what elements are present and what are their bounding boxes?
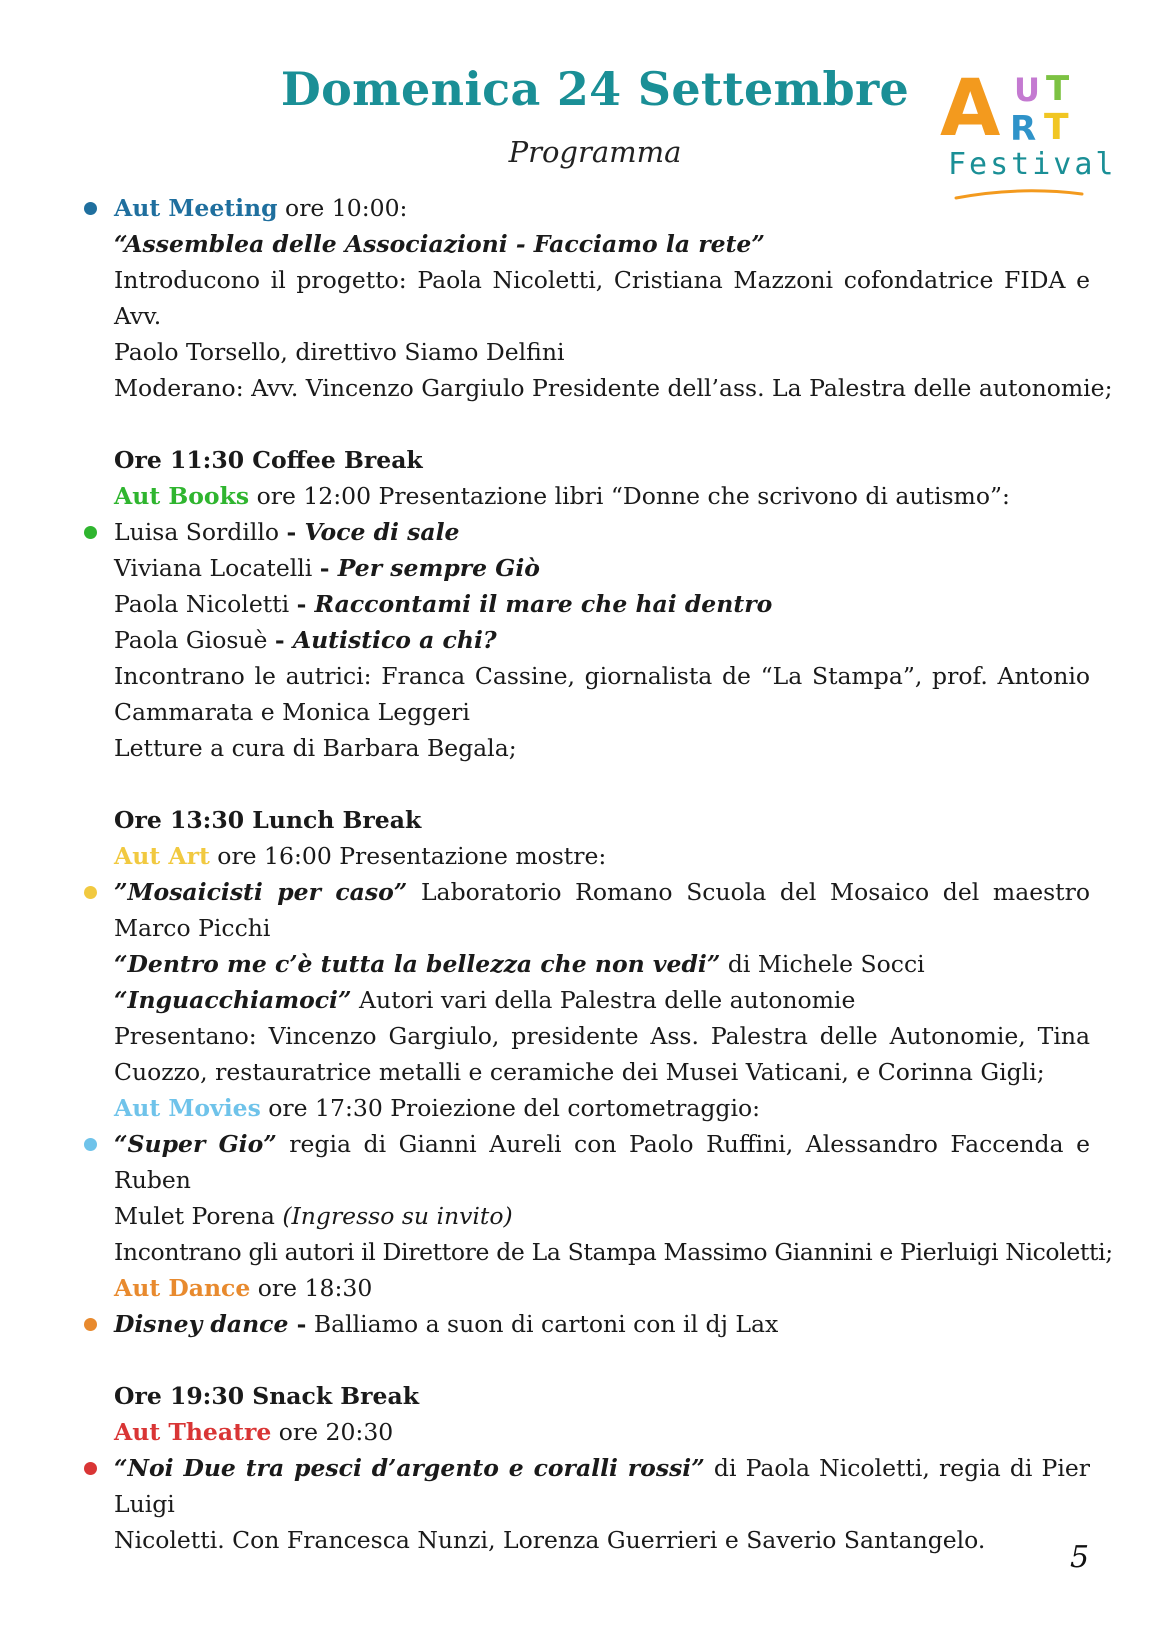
- meeting-intro-line-2: Paolo Torsello, direttivo Siamo Delfini: [114, 338, 565, 366]
- coffee-break: Ore 11:30 Coffee Break: [114, 446, 423, 474]
- film-invite-note: (Ingresso su invito): [282, 1202, 513, 1230]
- art-presenters-line-1: Presentano: Vincenzo Gargiulo, presidente Ass. Palestra delle Autonomie, Tina: [114, 1022, 1090, 1050]
- theatre-show-continued: Nicoletti. Con Francesca Nunzi, Lorenza Guerrieri e Saverio Santangelo.: [114, 1526, 986, 1554]
- movies-film: [114, 1126, 1090, 1198]
- theatre-label: Aut Theatre: [114, 1418, 272, 1446]
- art-item-1-continued: Marco Picchi: [114, 914, 271, 942]
- theatre-bullet-icon: [84, 1462, 97, 1475]
- logo-letter-t-second: T: [1044, 107, 1069, 148]
- book-title: Voce di sale: [304, 518, 460, 546]
- book-separator: -: [286, 518, 305, 546]
- art-time: ore 16:00 Presentazione mostre:: [209, 842, 607, 870]
- book-item: [114, 622, 1090, 658]
- art-item-description: Autori vari della Palestra delle autonomie: [351, 986, 856, 1014]
- art-item-description: di Michele Socci: [720, 950, 925, 978]
- book-title: Per sempre Giò: [337, 554, 540, 582]
- art-item-description: Laboratorio Romano Scuola del Mosaico del maestro: [407, 878, 1091, 906]
- logo-letter-a: A: [940, 64, 1001, 154]
- logo-letter-u: U: [1014, 71, 1040, 109]
- books-bullet-icon: [84, 526, 97, 539]
- snack-break: Ore 19:30 Snack Break: [114, 1382, 420, 1410]
- book-separator: -: [296, 590, 315, 618]
- theatre-show: [114, 1450, 1090, 1522]
- art-bullet-icon: [84, 886, 97, 899]
- meeting-label: Aut Meeting: [114, 194, 278, 222]
- books-meet-line-2: Cammarata e Monica Leggeri: [114, 698, 470, 726]
- theatre-time: ore 20:30: [271, 1418, 394, 1446]
- movies-time: ore 17:30 Proiezione del cortometraggio:: [260, 1094, 761, 1122]
- art-item-3: [114, 982, 1090, 1018]
- page-number: 5: [1070, 1540, 1090, 1575]
- book-separator: -: [319, 554, 338, 582]
- art-item-title: “Dentro me c’è tutta la bellezza che non vedi”: [114, 950, 721, 978]
- logo-letter-r: R: [1010, 109, 1037, 149]
- meeting-moderators: Moderano: Avv. Vincenzo Gargiulo Presidente dell’ass. La Palestra delle autonomie;: [114, 374, 1113, 402]
- art-item-1: [114, 874, 1090, 910]
- aut-art-festival-logo: [940, 64, 1117, 205]
- book-title: Autistico a chi?: [292, 626, 497, 654]
- logo-festival-text: Festival: [948, 147, 1117, 182]
- dance-item-description: Balliamo a suon di cartoni con il dj Lax: [306, 1310, 779, 1338]
- book-author: Paola Giosuè: [114, 626, 275, 654]
- movies-heading: [114, 1090, 1090, 1126]
- art-item-2: [114, 946, 1090, 982]
- art-item-title: “Inguacchiamoci”: [114, 986, 352, 1014]
- dance-item: [114, 1306, 1090, 1342]
- show-title: “Noi Due tra pesci d’argento e coralli rossi”: [114, 1454, 705, 1482]
- books-heading: [114, 478, 1090, 514]
- logo-letter-t: T: [1046, 69, 1070, 109]
- meeting-title: “Assemblea delle Associazioni - Facciamo la rete”: [114, 230, 765, 258]
- movies-bullet-icon: [84, 1138, 97, 1151]
- movies-meet: Incontrano gli autori il Direttore de La Stampa Massimo Giannini e Pierluigi Nicoletti;: [114, 1238, 1113, 1266]
- film-description: regia di Gianni Aureli con Paolo Ruffini, Alessandro Faccenda e Ruben: [114, 1130, 1090, 1194]
- book-author: Luisa Sordillo: [114, 518, 287, 546]
- movies-film-continued: [114, 1198, 1090, 1234]
- book-item: [114, 550, 1090, 586]
- page-subtitle: Programma: [508, 135, 682, 169]
- film-title: “Super Gio”: [114, 1130, 277, 1158]
- program-content: [114, 190, 1113, 1558]
- art-heading: [114, 838, 1090, 874]
- art-item-title: ”Mosaicisti per caso”: [114, 878, 408, 906]
- book-separator: -: [274, 626, 293, 654]
- dance-bullet-icon: [84, 1318, 97, 1331]
- show-description: di Paola Nicoletti, regia di Pier Luigi: [114, 1454, 1090, 1518]
- books-time: ore 12:00 Presentazione libri “Donne che scrivono di autismo”:: [249, 482, 1010, 510]
- film-description-continued: Mulet Porena: [114, 1202, 283, 1230]
- meeting-intro-line-1: Introducono il progetto: Paola Nicoletti, Cristiana Mazzoni cofondatrice FIDA e Avv.: [114, 266, 1090, 330]
- book-author: Viviana Locatelli: [114, 554, 320, 582]
- books-meet-line-1: Incontrano le autrici: Franca Cassine, giornalista de “La Stampa”, prof. Antonio: [114, 662, 1090, 690]
- book-title: Raccontami il mare che hai dentro: [314, 590, 773, 618]
- theatre-heading: [114, 1414, 1090, 1450]
- meeting-time: ore 10:00:: [277, 194, 408, 222]
- book-item: [114, 514, 1090, 550]
- art-label: Aut Art: [114, 842, 210, 870]
- meeting-bullet-icon: [84, 202, 97, 215]
- dance-heading: [114, 1270, 1090, 1306]
- lunch-break: Ore 13:30 Lunch Break: [114, 806, 422, 834]
- book-item: [114, 586, 1090, 622]
- books-readings: Letture a cura di Barbara Begala;: [114, 734, 517, 762]
- dance-item-title: Disney dance: [114, 1310, 289, 1338]
- movies-label: Aut Movies: [114, 1094, 261, 1122]
- dance-label: Aut Dance: [114, 1274, 251, 1302]
- dance-item-separator: -: [288, 1310, 307, 1338]
- dance-time: ore 18:30: [250, 1274, 373, 1302]
- book-author: Paola Nicoletti: [114, 590, 297, 618]
- page-title: Domenica 24 Settembre: [280, 62, 910, 116]
- art-presenters-line-2: Cuozzo, restauratrice metalli e ceramiche dei Musei Vaticani, e Corinna Gigli;: [114, 1058, 1045, 1086]
- meeting-heading: [114, 190, 1090, 226]
- books-label: Aut Books: [114, 482, 250, 510]
